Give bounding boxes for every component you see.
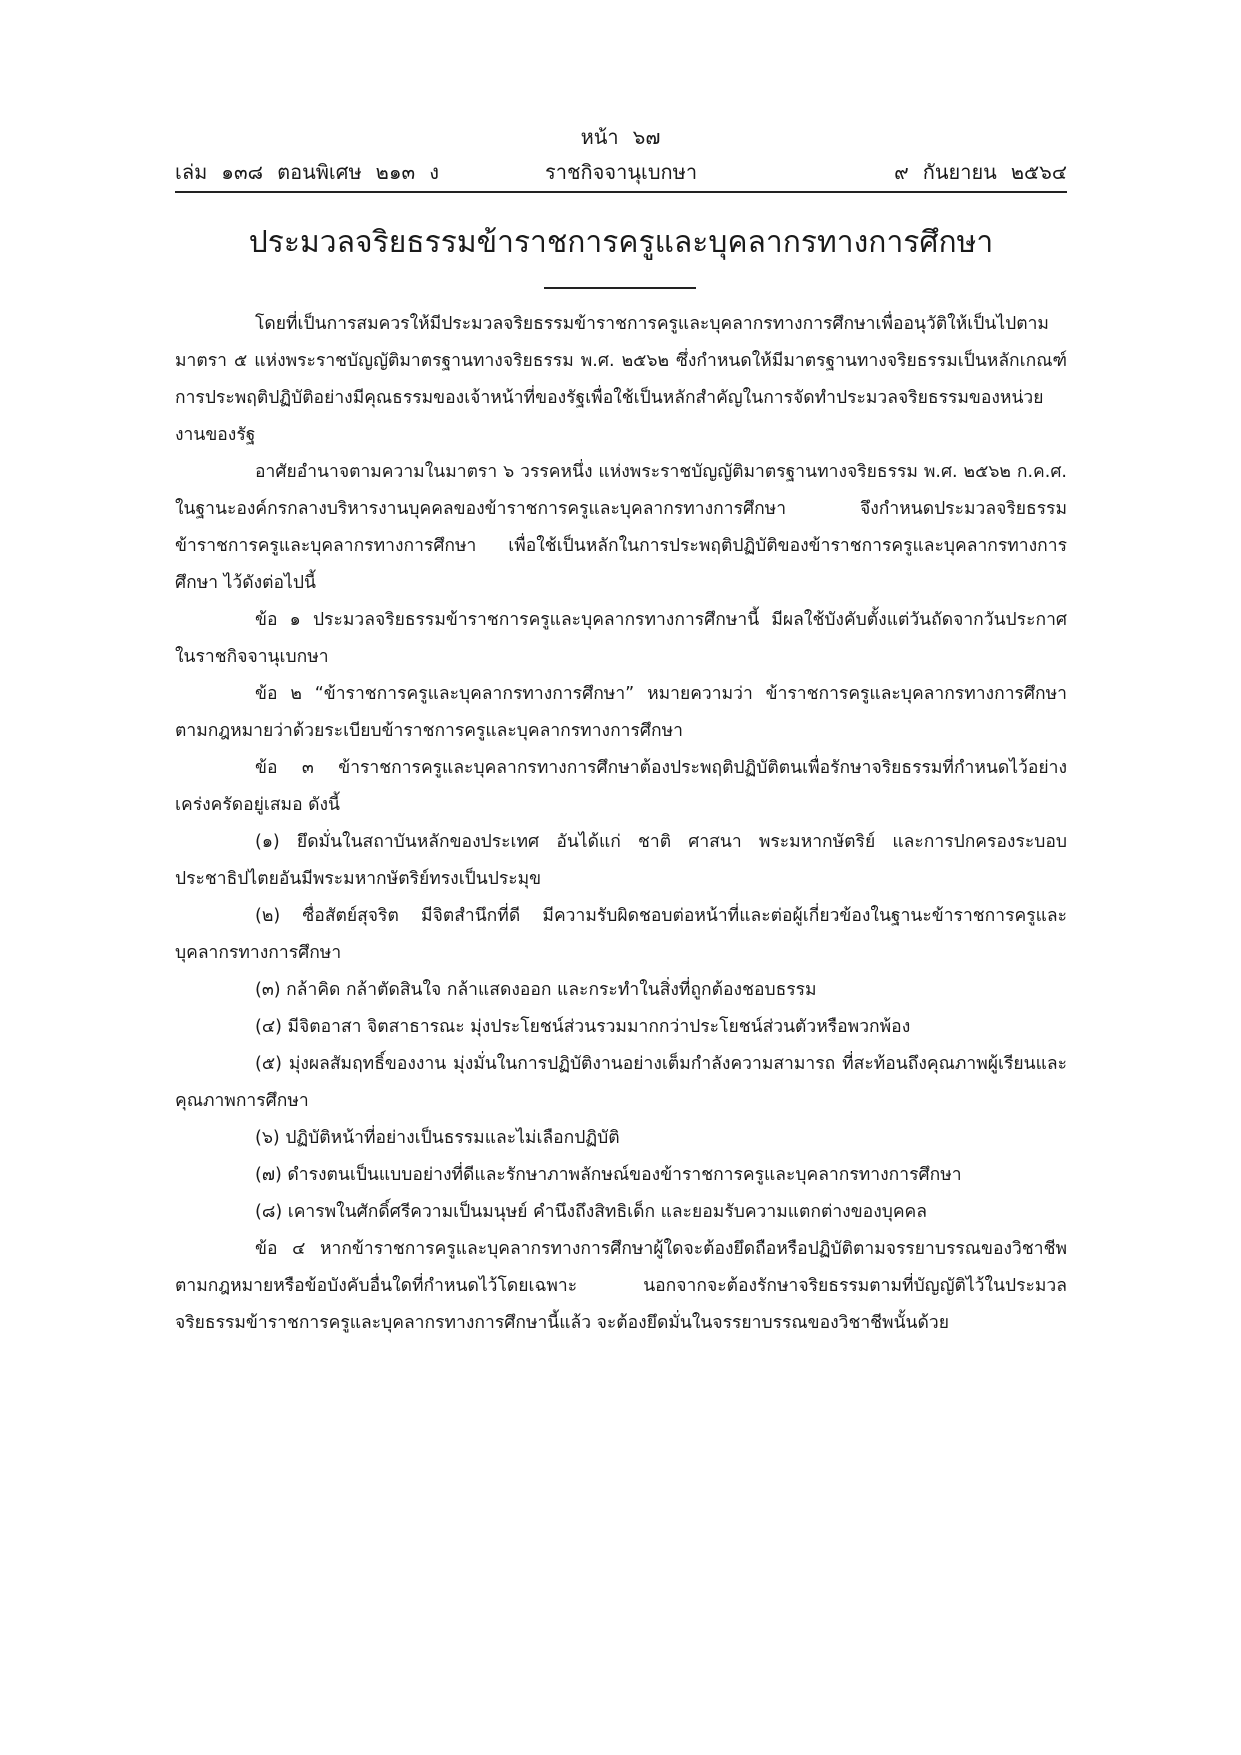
gazette-header <box>175 157 1067 187</box>
clause-sub-item: (๖) ปฏิบัติหน้าที่อย่างเป็นธรรมและไม่เลือกปฏิบัติ <box>255 1128 620 1148</box>
title-underline <box>544 287 696 289</box>
document-body <box>175 306 1067 1342</box>
clause-sub-item: (๗) ดำรงตนเป็นแบบอย่างที่ดีและรักษาภาพลักษณ์ของข้าราชการครูและบุคลากรทางการศึกษา <box>255 1165 962 1185</box>
page-label: หน้า <box>580 125 619 149</box>
volume-number: ๑๓๘ <box>221 160 264 184</box>
volume-info <box>175 157 453 187</box>
date-year: ๒๕๖๔ <box>1010 160 1067 184</box>
clause-sub-item: (๘) เคารพในศักดิ์ศรีความเป็นมนุษย์ คำนึงถึงสิทธิเด็ก และยอมรับความแตกต่างของบุคคล <box>255 1202 927 1222</box>
header-divider <box>175 191 1067 193</box>
clause: ข้อ ๔ หากข้าราชการครูและบุคลากรทางการศึกษาผู้ใดจะต้องยึดถือหรือปฏิบัติตามจรรยาบรรณของวิชาชีพตามกฎหมายหรือข้อบังคับอื่นใดที่กำหนดไว้โดยเฉพาะ นอกจากจะต้องรักษาจริยธรรมตามที่บัญญัติไว้ในประมวลจริยธรรมข้าราชการครูและบุคลากรทางการศึกษานี้แล้ว จะต้องยึดมั่นในจรรยาบรรณของวิชาชีพนั้นด้วย <box>175 1239 1067 1333</box>
clause-sub-item: (๑) ยึดมั่นในสถาบันหลักของประเทศ อันได้แก่ ชาติ ศาสนา พระมหากษัตริย์ และการปกครองระบอบประชาธิปไตยอันมีพระมหากษัตริย์ทรงเป็นประมุข <box>175 832 1067 889</box>
section-letter: ง <box>429 160 439 184</box>
preamble-paragraph: โดยที่เป็นการสมควรให้มีประมวลจริยธรรมข้าราชการครูและบุคลากรทางการศึกษาเพื่ออนุวัติให้เป็นไปตามมาตรา ๕ แห่งพระราชบัญญัติมาตรฐานทางจริยธรรม พ.ศ. ๒๕๖๒ ซึ่งกำหนดให้มีมาตรฐานทางจริยธรรมเป็นหลักเกณฑ์การประพฤติปฏิบัติอย่างมีคุณธรรมของเจ้าหน้าที่ของรัฐเพื่อใช้เป็นหลักสำคัญในการจัดทำประมวลจริยธรรมของหน่วยงานของรัฐ <box>175 314 1067 445</box>
gazette-name: ราชกิจจานุเบกษา <box>545 160 698 184</box>
date-month: กันยายน <box>922 160 997 184</box>
page-number <box>0 122 1241 152</box>
clause-sub-item: (๕) มุ่งผลสัมฤทธิ์ของงาน มุ่งมั่นในการปฏิบัติงานอย่างเต็มกำลังความสามารถ ที่สะท้อนถึงคุณภาพผู้เรียนและคุณภาพการศึกษา <box>175 1054 1067 1111</box>
page-number-value: ๖๗ <box>632 125 661 149</box>
section-label: ตอนพิเศษ <box>277 160 362 184</box>
clause-sub-item: (๔) มีจิตอาสา จิตสาธารณะ มุ่งประโยชน์ส่วนรวมมากกว่าประโยชน์ส่วนตัวหรือพวกพ้อง <box>255 1017 911 1037</box>
preamble-paragraph: อาศัยอำนาจตามความในมาตรา ๖ วรรคหนึ่ง แห่งพระราชบัญญัติมาตรฐานทางจริยธรรม พ.ศ. ๒๕๖๒ ก.ค.ศ. ในฐานะองค์กรกลางบริหารงานบุคคลของข้าราชการครูและบุคลากรทางการศึกษา จึงกำหนดประมวลจริยธรรมข้าราชการครูและบุคลากรทางการศึกษา เพื่อใช้เป็นหลักในการประพฤติปฏิบัติของข้าราชการครูและบุคลากรทางการศึกษา ไว้ดังต่อไปนี้ <box>175 462 1067 593</box>
document-title: ประมวลจริยธรรมข้าราชการครูและบุคลากรทางการศึกษา <box>248 225 994 260</box>
clause-sub-item: (๓) กล้าคิด กล้าตัดสินใจ กล้าแสดงออก และกระทำในสิ่งที่ถูกต้องชอบธรรม <box>255 980 817 1000</box>
date-day: ๙ <box>894 160 909 184</box>
clause: ข้อ ๓ ข้าราชการครูและบุคลากรทางการศึกษาต้องประพฤติปฏิบัติตนเพื่อรักษาจริยธรรมที่กำหนดไว้อย่างเคร่งครัดอยู่เสมอ ดังนี้ <box>175 758 1067 815</box>
publication-date <box>880 157 1067 187</box>
clause-sub-item: (๒) ซื่อสัตย์สุจริต มีจิตสำนึกที่ดี มีความรับผิดชอบต่อหน้าที่และต่อผู้เกี่ยวข้องในฐานะข้าราชการครูและบุคลากรทางการศึกษา <box>175 906 1067 963</box>
section-number: ๒๑๓ <box>375 160 416 184</box>
clause: ข้อ ๑ ประมวลจริยธรรมข้าราชการครูและบุคลากรทางการศึกษานี้ มีผลใช้บังคับตั้งแต่วันถัดจากวันประกาศในราชกิจจานุเบกษา <box>175 610 1067 667</box>
volume-label: เล่ม <box>175 160 208 184</box>
clause: ข้อ ๒ “ข้าราชการครูและบุคลากรทางการศึกษา” หมายความว่า ข้าราชการครูและบุคลากรทางการศึกษา ตามกฎหมายว่าด้วยระเบียบข้าราชการครูและบุคลากรทางการศึกษา <box>175 684 1067 741</box>
